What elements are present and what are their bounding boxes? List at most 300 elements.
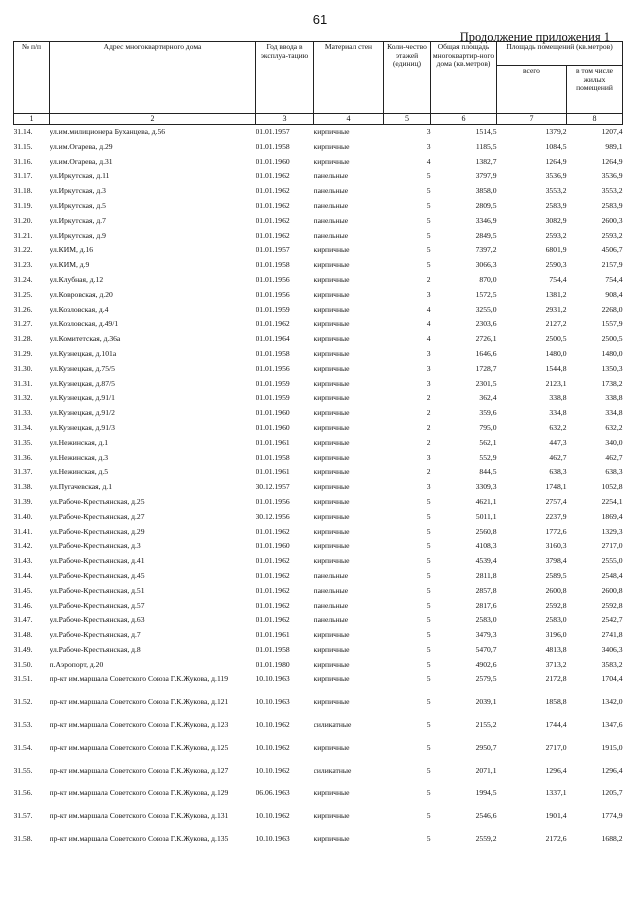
row-total-area: 2950,7 (475, 743, 497, 752)
table-body (14, 125, 623, 858)
row-total-area: 2726,1 (475, 335, 497, 344)
row-number: 31.35. (13, 438, 33, 447)
row-wall-material: кирпичные (313, 261, 350, 270)
row-premises-all: 2592,8 (545, 601, 567, 610)
row-year: 01.01.1962 (255, 616, 290, 625)
row-floors: 2 (426, 409, 431, 418)
row-total-area: 2811,8 (475, 571, 497, 580)
row-wall-material: панельные (313, 187, 349, 196)
table-row (14, 528, 623, 543)
row-premises-living: 638,3 (605, 468, 623, 477)
row-premises-living: 989,1 (605, 142, 623, 151)
row-address: ул.Иркутская, д.3 (49, 187, 106, 196)
row-wall-material: кирпичные (313, 290, 350, 299)
row-premises-all: 2123,1 (545, 379, 567, 388)
row-floors: 5 (426, 698, 431, 707)
row-floors: 4 (426, 320, 431, 329)
row-total-area: 1185,5 (475, 142, 497, 151)
row-year: 10.10.1962 (255, 766, 290, 775)
row-premises-living: 2583,9 (601, 201, 623, 210)
row-floors: 2 (426, 438, 431, 447)
row-address: ул.Комитетская, д.36а (49, 335, 121, 344)
table-row (14, 812, 623, 835)
row-premises-all: 1379,2 (545, 127, 567, 136)
row-premises-all: 632,2 (549, 423, 567, 432)
row-number: 31.29. (13, 349, 33, 358)
row-total-area: 2039,1 (475, 698, 497, 707)
table-row (14, 232, 623, 247)
table-row (14, 143, 623, 158)
header-total-area: Общая площадь многоквартир-ного дома (кв.метров) (431, 42, 497, 114)
table-row (14, 789, 623, 812)
row-year: 01.01.1962 (255, 601, 290, 610)
row-premises-all: 4813,8 (545, 645, 567, 654)
row-number: 31.54. (13, 743, 33, 752)
table-row (14, 335, 623, 350)
row-year: 10.10.1963 (255, 835, 290, 844)
row-wall-material: кирпичные (313, 335, 350, 344)
row-premises-living: 1329,3 (601, 527, 623, 536)
row-premises-living: 2593,2 (601, 231, 623, 240)
row-number: 31.30. (13, 364, 33, 373)
row-total-area: 7397,2 (475, 246, 497, 255)
row-floors: 5 (426, 512, 431, 521)
header-floors: Коли-чество этажей (единиц) (384, 42, 431, 114)
row-number: 31.23. (13, 261, 33, 270)
table-row (14, 616, 623, 631)
row-floors: 5 (426, 557, 431, 566)
row-wall-material: кирпичные (313, 835, 350, 844)
row-year: 01.01.1959 (255, 305, 290, 314)
row-year: 01.01.1957 (255, 246, 290, 255)
table-row (14, 513, 623, 528)
row-floors: 5 (426, 675, 431, 684)
row-premises-all: 3798,4 (545, 557, 567, 566)
row-total-area: 4539,4 (475, 557, 497, 566)
table-row (14, 350, 623, 365)
row-year: 01.01.1961 (255, 438, 290, 447)
row-floors: 5 (426, 616, 431, 625)
row-year: 01.01.1964 (255, 335, 290, 344)
row-number: 31.19. (13, 201, 33, 210)
row-premises-all: 2589,5 (545, 571, 567, 580)
row-floors: 3 (426, 379, 431, 388)
row-number: 31.22. (13, 246, 33, 255)
row-wall-material: кирпичные (313, 349, 350, 358)
row-premises-living: 2500,5 (601, 335, 623, 344)
row-premises-all: 1772,6 (545, 527, 567, 536)
row-premises-all: 638,3 (549, 468, 567, 477)
row-floors: 5 (426, 187, 431, 196)
row-premises-living: 340,0 (605, 438, 623, 447)
table-row (14, 276, 623, 291)
row-premises-living: 4506,7 (601, 246, 623, 255)
row-number: 31.48. (13, 631, 33, 640)
row-wall-material: кирпичные (313, 379, 350, 388)
header-address: Адрес многоквартирного дома (50, 42, 256, 114)
row-year: 01.01.1961 (255, 631, 290, 640)
row-number: 31.26. (13, 305, 33, 314)
row-address: ул.Рабоче-Крестьянская, д.29 (49, 527, 145, 536)
row-premises-all: 2590,3 (545, 261, 567, 270)
row-year: 01.01.1962 (255, 216, 290, 225)
row-premises-living: 3553,2 (601, 187, 623, 196)
row-number: 31.24. (13, 275, 33, 284)
row-premises-living: 338,8 (605, 394, 623, 403)
row-wall-material: кирпичные (313, 246, 350, 255)
row-wall-material: кирпичные (313, 675, 350, 684)
row-wall-material: кирпичные (313, 698, 350, 707)
row-address: пр-кт им.маршала Советского Союза Г.К.Жукова, д.131 (49, 812, 229, 821)
row-wall-material: кирпичные (313, 394, 350, 403)
header-num: № п/п (14, 42, 50, 114)
row-wall-material: кирпичные (313, 483, 350, 492)
row-floors: 3 (426, 127, 431, 136)
row-address: ул.Козловская, д.49/1 (49, 320, 119, 329)
row-year: 01.01.1958 (255, 142, 290, 151)
row-number: 31.43. (13, 557, 33, 566)
table-row (14, 187, 623, 202)
row-premises-living: 1688,2 (601, 835, 623, 844)
row-address: ул.Нежинская, д.5 (49, 468, 109, 477)
row-year: 01.01.1962 (255, 201, 290, 210)
row-number: 31.25. (13, 290, 33, 299)
row-number: 31.38. (13, 483, 33, 492)
row-premises-all: 1264,9 (545, 157, 567, 166)
row-total-area: 2857,8 (475, 586, 497, 595)
row-number: 31.28. (13, 335, 33, 344)
row-floors: 5 (426, 172, 431, 181)
row-wall-material: кирпичные (313, 527, 350, 536)
row-floors: 5 (426, 201, 431, 210)
row-year: 01.01.1959 (255, 394, 290, 403)
row-premises-living: 908,4 (605, 290, 623, 299)
row-floors: 3 (426, 349, 431, 358)
table-row (14, 172, 623, 187)
row-wall-material: кирпичные (313, 468, 350, 477)
appendix-note: Продолжение приложения 1 (459, 30, 610, 44)
row-wall-material: кирпичные (313, 512, 350, 521)
row-premises-all: 754,4 (549, 275, 567, 284)
row-premises-living: 2741,8 (601, 631, 623, 640)
row-wall-material: кирпичные (313, 409, 350, 418)
row-total-area: 4621,1 (475, 497, 497, 506)
row-premises-all: 3196,0 (545, 631, 567, 640)
row-year: 01.01.1962 (255, 527, 290, 536)
row-address: п.Аэропорт, д.20 (49, 660, 104, 669)
row-wall-material: кирпичные (313, 789, 350, 798)
row-premises-living: 3583,2 (601, 660, 623, 669)
row-premises-living: 2254,1 (601, 497, 623, 506)
page-number: 61 (312, 12, 328, 27)
row-total-area: 359,6 (479, 409, 497, 418)
row-year: 01.01.1961 (255, 468, 290, 477)
row-total-area: 3479,3 (475, 631, 497, 640)
row-number: 31.40. (13, 512, 33, 521)
row-wall-material: кирпичные (313, 631, 350, 640)
row-address: ул.Ковровская, д.20 (49, 290, 113, 299)
table-row (14, 602, 623, 617)
row-premises-living: 1738,2 (601, 379, 623, 388)
row-address: пр-кт им.маршала Советского Союза Г.К.Жукова, д.123 (49, 721, 229, 730)
column-number: 3 (256, 114, 314, 125)
table-row (14, 202, 623, 217)
row-number: 31.31. (13, 379, 33, 388)
table-row (14, 439, 623, 454)
row-year: 01.01.1956 (255, 364, 290, 373)
row-premises-living: 2157,9 (601, 261, 623, 270)
row-wall-material: кирпичные (313, 364, 350, 373)
row-number: 31.17. (13, 172, 33, 181)
row-total-area: 1728,7 (475, 364, 497, 373)
row-total-area: 3346,9 (475, 216, 497, 225)
column-number: 8 (567, 114, 623, 125)
row-premises-all: 2237,9 (545, 512, 567, 521)
row-total-area: 2546,6 (475, 812, 497, 821)
table-row (14, 365, 623, 380)
row-total-area: 552,9 (479, 453, 497, 462)
row-premises-all: 462,7 (549, 453, 567, 462)
row-floors: 5 (426, 645, 431, 654)
row-premises-all: 1337,1 (545, 789, 567, 798)
row-wall-material: силикатные (313, 721, 352, 730)
row-floors: 5 (426, 527, 431, 536)
row-total-area: 2560,8 (475, 527, 497, 536)
row-total-area: 2155,2 (475, 721, 497, 730)
row-year: 01.01.1956 (255, 275, 290, 284)
row-wall-material: панельные (313, 216, 349, 225)
row-address: ул.Рабоче-Крестьянская, д.45 (49, 571, 145, 580)
row-premises-all: 2172,6 (545, 835, 567, 844)
row-address: пр-кт им.маршала Советского Союза Г.К.Жукова, д.121 (49, 698, 229, 707)
row-floors: 2 (426, 468, 431, 477)
table-row (14, 483, 623, 498)
row-year: 01.01.1958 (255, 453, 290, 462)
table-row (14, 721, 623, 744)
row-floors: 5 (426, 631, 431, 640)
row-floors: 5 (426, 789, 431, 798)
row-premises-all: 338,8 (549, 394, 567, 403)
table-row (14, 661, 623, 676)
row-floors: 5 (426, 571, 431, 580)
row-address: ул.Клубная, д.12 (49, 275, 104, 284)
row-floors: 2 (426, 394, 431, 403)
row-number: 31.36. (13, 453, 33, 462)
row-total-area: 2849,5 (475, 231, 497, 240)
row-premises-all: 2127,2 (545, 320, 567, 329)
row-total-area: 844,5 (479, 468, 497, 477)
row-premises-all: 2583,9 (545, 201, 567, 210)
table-row (14, 744, 623, 767)
row-premises-all: 1296,4 (545, 766, 567, 775)
row-wall-material: силикатные (313, 766, 352, 775)
row-total-area: 362,4 (479, 394, 497, 403)
row-premises-all: 2500,5 (545, 335, 567, 344)
row-year: 01.01.1957 (255, 127, 290, 136)
table-row (14, 698, 623, 721)
row-address: ул.Рабоче-Крестьянская, д.63 (49, 616, 145, 625)
row-address: ул.Иркутская, д.5 (49, 201, 106, 210)
row-year: 01.01.1980 (255, 660, 290, 669)
row-premises-living: 2542,7 (601, 616, 623, 625)
row-wall-material: панельные (313, 586, 349, 595)
row-premises-all: 2583,0 (545, 616, 567, 625)
row-year: 01.01.1956 (255, 497, 290, 506)
row-total-area: 1572,5 (475, 290, 497, 299)
row-address: ул.Кузнецкая, д.75/5 (49, 364, 115, 373)
row-year: 06.06.1963 (255, 789, 290, 798)
row-floors: 4 (426, 305, 431, 314)
row-premises-living: 1774,9 (601, 812, 623, 821)
row-premises-all: 1901,4 (545, 812, 567, 821)
row-number: 31.47. (13, 616, 33, 625)
header-wall-material: Материал стен (314, 42, 384, 114)
row-premises-all: 2717,0 (545, 743, 567, 752)
row-year: 01.01.1962 (255, 187, 290, 196)
row-number: 31.55. (13, 766, 33, 775)
row-premises-living: 2592,8 (601, 601, 623, 610)
row-premises-all: 6801,9 (545, 246, 567, 255)
row-total-area: 2303,6 (475, 320, 497, 329)
row-address: ул.Рабоче-Крестьянская, д.41 (49, 557, 145, 566)
table-header (14, 42, 623, 125)
column-number: 7 (497, 114, 567, 125)
row-number: 31.15. (13, 142, 33, 151)
row-premises-living: 1347,6 (601, 721, 623, 730)
row-address: ул.Рабоче-Крестьянская, д.27 (49, 512, 145, 521)
table-row (14, 424, 623, 439)
row-year: 01.01.1958 (255, 261, 290, 270)
row-wall-material: кирпичные (313, 542, 350, 551)
row-address: пр-кт им.маршала Советского Союза Г.К.Жукова, д.129 (49, 789, 229, 798)
row-year: 10.10.1963 (255, 698, 290, 707)
row-wall-material: кирпичные (313, 320, 350, 329)
row-floors: 5 (426, 766, 431, 775)
housing-table (13, 41, 623, 858)
row-number: 31.16. (13, 157, 33, 166)
row-premises-all: 2172,8 (545, 675, 567, 684)
header-premises-living: в том числе жилых помещений (567, 66, 623, 114)
row-number: 31.27. (13, 320, 33, 329)
table-row (14, 380, 623, 395)
row-year: 10.10.1963 (255, 675, 290, 684)
row-total-area: 3309,3 (475, 483, 497, 492)
row-premises-living: 754,4 (605, 275, 623, 284)
row-floors: 5 (426, 261, 431, 270)
row-year: 01.01.1962 (255, 320, 290, 329)
row-total-area: 2071,1 (475, 766, 497, 775)
row-year: 01.01.1962 (255, 586, 290, 595)
row-address: ул.Кузнецкая, д.87/5 (49, 379, 115, 388)
row-address: ул.Рабоче-Крестьянская, д.8 (49, 645, 141, 654)
row-year: 01.01.1958 (255, 645, 290, 654)
row-premises-living: 1480,0 (601, 349, 623, 358)
row-premises-living: 1264,9 (601, 157, 623, 166)
row-address: ул.Рабоче-Крестьянская, д.57 (49, 601, 145, 610)
table-row (14, 587, 623, 602)
row-number: 31.46. (13, 601, 33, 610)
table-row (14, 306, 623, 321)
row-year: 10.10.1962 (255, 743, 290, 752)
row-number: 31.18. (13, 187, 33, 196)
row-premises-all: 1544,8 (545, 364, 567, 373)
row-wall-material: панельные (313, 601, 349, 610)
table-row (14, 454, 623, 469)
table-row (14, 646, 623, 661)
row-wall-material: кирпичные (313, 497, 350, 506)
row-year: 01.01.1962 (255, 571, 290, 580)
row-address: ул.Иркутская, д.11 (49, 172, 110, 181)
row-number: 31.33. (13, 409, 33, 418)
row-address: ул.Рабоче-Крестьянская, д.25 (49, 497, 145, 506)
row-premises-all: 1744,4 (545, 721, 567, 730)
row-premises-living: 2548,4 (601, 571, 623, 580)
row-premises-living: 1704,4 (601, 675, 623, 684)
row-year: 01.01.1959 (255, 379, 290, 388)
row-premises-all: 447,3 (549, 438, 567, 447)
row-address: ул.КИМ, д.9 (49, 261, 90, 270)
table-row (14, 125, 623, 143)
row-premises-living: 1350,3 (601, 364, 623, 373)
row-floors: 5 (426, 216, 431, 225)
row-address: ул.Рабоче-Крестьянская, д.7 (49, 631, 141, 640)
table-row (14, 675, 623, 698)
row-wall-material: панельные (313, 571, 349, 580)
column-number: 4 (314, 114, 384, 125)
table-row (14, 217, 623, 232)
row-premises-living: 1296,4 (601, 766, 623, 775)
row-premises-all: 2931,2 (545, 305, 567, 314)
row-number: 31.56. (13, 789, 33, 798)
row-number: 31.50. (13, 660, 33, 669)
row-premises-living: 1205,7 (601, 789, 623, 798)
row-number: 31.21. (13, 231, 33, 240)
row-year: 01.01.1956 (255, 290, 290, 299)
row-total-area: 562,1 (479, 438, 497, 447)
row-premises-living: 2600,8 (601, 586, 623, 595)
row-total-area: 5470,7 (475, 645, 497, 654)
row-premises-living: 462,7 (605, 453, 623, 462)
column-number: 1 (14, 114, 50, 125)
row-address: ул.им.Огарева, д.29 (49, 142, 113, 151)
row-address: ул.Рабоче-Крестьянская, д.51 (49, 586, 145, 595)
row-premises-all: 3536,9 (545, 172, 567, 181)
row-number: 31.51. (13, 675, 33, 684)
row-premises-living: 2268,0 (601, 305, 623, 314)
row-year: 30.12.1956 (255, 512, 290, 521)
table-row (14, 767, 623, 790)
row-floors: 5 (426, 497, 431, 506)
row-premises-living: 334,8 (605, 409, 623, 418)
row-number: 31.57. (13, 812, 33, 821)
row-premises-all: 3160,3 (545, 542, 567, 551)
row-address: ул.Кузнецкая, д.91/3 (49, 423, 115, 432)
row-wall-material: кирпичные (313, 142, 350, 151)
header-premises-all: всего (497, 66, 567, 114)
row-premises-living: 1557,9 (601, 320, 623, 329)
table-row (14, 158, 623, 173)
row-number: 31.44. (13, 571, 33, 580)
row-floors: 3 (426, 453, 431, 462)
row-year: 10.10.1962 (255, 721, 290, 730)
row-floors: 2 (426, 423, 431, 432)
row-total-area: 795,0 (479, 423, 497, 432)
row-total-area: 2579,5 (475, 675, 497, 684)
column-number: 2 (50, 114, 256, 125)
row-number: 31.42. (13, 542, 33, 551)
row-total-area: 2559,2 (475, 835, 497, 844)
row-wall-material: кирпичные (313, 743, 350, 752)
